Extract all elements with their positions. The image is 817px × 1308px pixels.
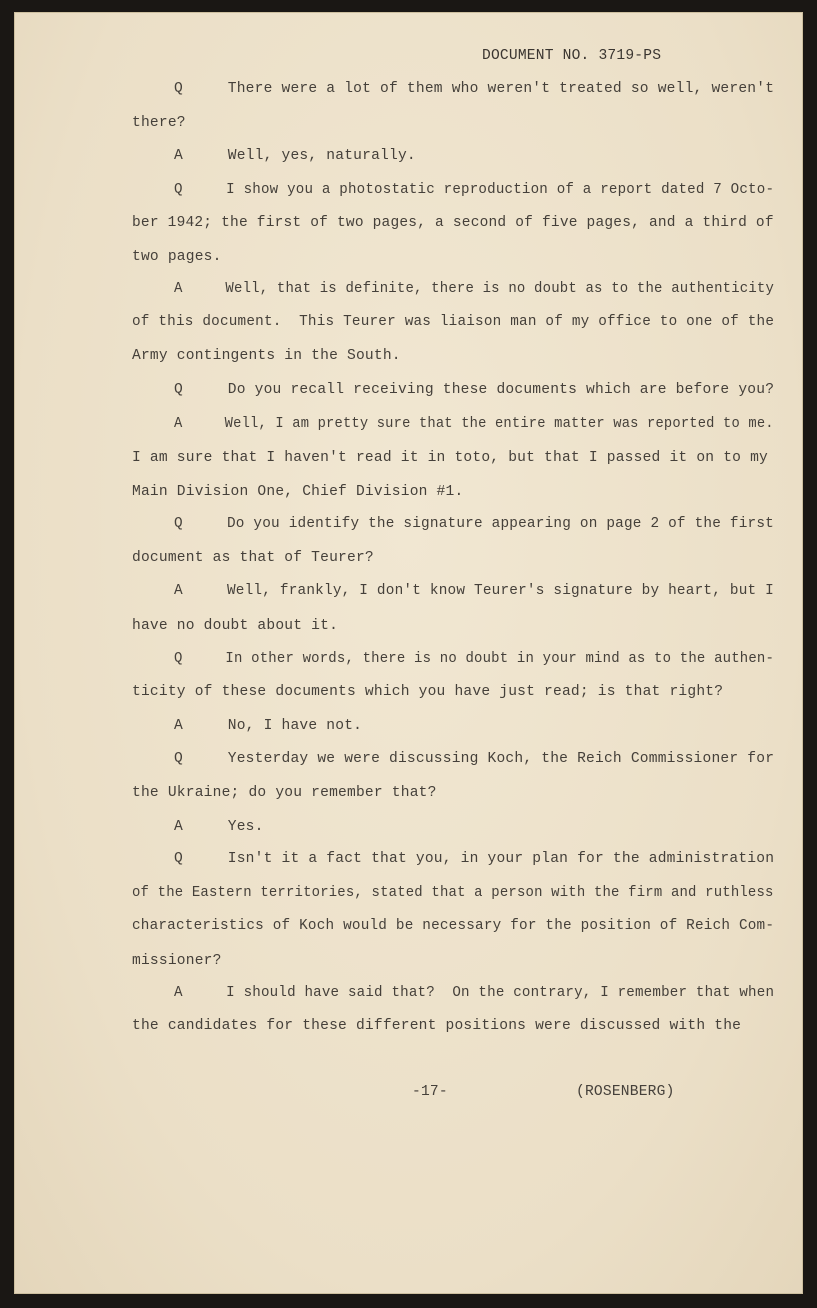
text-line: ber 1942; the first of two pages, a second of five pages, and a third of — [132, 215, 774, 231]
text-line: of this document. This Teurer was liaison man of my office to one of the — [132, 314, 775, 330]
text-line: A Well, I am pretty sure that the entire matter was reported to me. — [174, 416, 774, 432]
text-line: Q I show you a photostatic reproduction of a report dated 7 Octo- — [174, 182, 775, 198]
text-line: Army contingents in the South. — [132, 348, 401, 364]
text-line: have no doubt about it. — [132, 618, 339, 634]
text-line: document as that of Teurer? — [132, 550, 374, 566]
text-line: Q Do you identify the signature appearing on page 2 of the first — [174, 516, 774, 532]
text-line: A No, I have not. — [174, 718, 363, 734]
text-line: Q There were a lot of them who weren't treated so well, weren't — [174, 81, 775, 97]
text-line: Main Division One, Chief Division #1. — [132, 484, 464, 500]
footer-name: (ROSENBERG) — [576, 1084, 675, 1100]
text-line: A Well, that is definite, there is no doubt as to the authenticity — [174, 281, 775, 297]
text-line: two pages. — [132, 249, 222, 265]
document-number: DOCUMENT NO. 3719-PS — [482, 48, 662, 64]
text-line: Q Do you recall receiving these documents which are before you? — [174, 382, 775, 398]
text-line: ticity of these documents which you have just read; is that right? — [132, 684, 724, 700]
document-page — [14, 12, 803, 1294]
text-line: there? — [132, 115, 186, 131]
text-line: the candidates for these different positions were discussed with the — [132, 1018, 742, 1034]
text-line: missioner? — [132, 953, 222, 969]
text-line: characteristics of Koch would be necessary for the position of Reich Com- — [132, 918, 775, 934]
text-line: I am sure that I haven't read it in toto, but that I passed it on to my — [132, 450, 768, 466]
text-line: of the Eastern territories, stated that a person with the firm and ruthless — [132, 885, 774, 901]
text-line: A I should have said that? On the contrary, I remember that when — [174, 985, 775, 1001]
text-line: Q In other words, there is no doubt in your mind as to the authen- — [174, 651, 775, 667]
text-line: A Well, frankly, I don't know Teurer's signature by heart, but I — [174, 583, 774, 599]
text-line: Q Isn't it a fact that you, in your plan for the administration — [174, 851, 775, 867]
text-line: A Yes. — [174, 819, 264, 835]
text-line: Q Yesterday we were discussing Koch, the Reich Commissioner for — [174, 751, 775, 767]
text-line: A Well, yes, naturally. — [174, 148, 416, 164]
page-number: -17- — [412, 1084, 448, 1100]
text-line: the Ukraine; do you remember that? — [132, 785, 437, 801]
